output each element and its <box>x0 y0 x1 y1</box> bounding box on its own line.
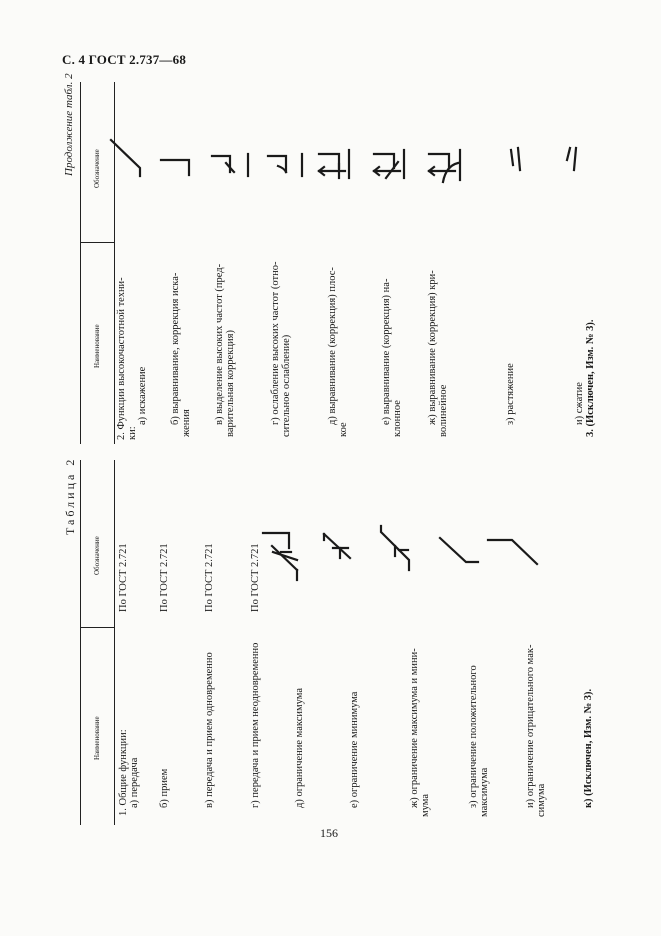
left-row-8-line1: з) ограничение положительного <box>468 665 479 808</box>
right-row-8-line1: ж) выравнивание (коррекция) кри- <box>427 270 438 425</box>
right-col-symbol-header: Обозначение <box>93 149 101 188</box>
left-col-name-header: Наименование <box>93 716 101 760</box>
right-row-4-line2: варительная коррекция) <box>225 329 236 437</box>
left-col-symbol-header: Обозначение <box>93 536 101 575</box>
left-row-9-line2: симума <box>536 783 547 817</box>
symbol-distortion-correction-icon <box>161 160 189 175</box>
right-row-1-line2: ки: <box>127 426 138 440</box>
right-row-8-line2: волинейное <box>438 384 449 437</box>
symbol-curve-equalizer-icon <box>429 150 460 182</box>
page-number: 156 <box>320 826 338 840</box>
right-row-6-line2: кое <box>338 422 349 437</box>
right-row-9: з) растяжение <box>505 363 516 425</box>
left-table-label: Таблица 2 <box>63 456 77 535</box>
left-row-2: б) прием <box>159 768 170 808</box>
left-row-1-line2: а) передача <box>129 757 140 808</box>
symbol-high-freq-emphasis-icon <box>212 154 248 176</box>
right-row-3-line2: жения <box>181 409 192 437</box>
left-row-6: е) ограничение минимума <box>349 691 360 808</box>
right-row-11: 3. (Исключен, Изм. № 3). <box>585 319 596 437</box>
left-row-7-line1: ж) ограничение максимума и мини- <box>409 648 420 808</box>
right-row-10: и) сжатие <box>574 382 585 425</box>
symbol-distortion-icon <box>111 140 140 176</box>
left-row-7-line2: мума <box>420 794 431 817</box>
right-table-label: Продолжение табл. 2 <box>63 73 75 176</box>
left-row-4: г) передача и прием неодновременно <box>250 642 261 808</box>
right-row-3-line1: б) выравнивание, коррекция иска- <box>170 272 181 425</box>
symbol-slope-equalizer-icon <box>374 150 404 178</box>
symbol-compression-icon <box>567 148 576 170</box>
left-row-1-line1: 1. Общие функции: <box>118 729 129 816</box>
left-row-9-line1: и) ограничение отрицательного мак- <box>525 644 536 808</box>
page-header: С. 4 ГОСТ 2.737—68 <box>62 52 187 67</box>
right-row-2: а) искажение <box>137 366 148 425</box>
right-row-7-line2: клонное <box>392 400 403 437</box>
left-row-5: д) ограничение максимума <box>294 688 305 808</box>
symbol-expansion-icon <box>511 148 520 170</box>
left-row-10: к) (Исключен, Изм. № 3). <box>583 688 594 808</box>
right-row-6-line1: д) выравнивание (коррекция) плос- <box>327 267 338 425</box>
left-row-3: в) передача и прием одновременно <box>204 652 215 808</box>
right-row-5-line2: сительное ослабление) <box>281 334 292 437</box>
right-row-4-line1: в) выделение высоких частот (пред- <box>214 263 225 425</box>
left-row-2-symbol: По ГОСТ 2.721 <box>159 543 170 612</box>
right-row-5-line1: г) ослабление высоких частот (отно- <box>270 261 281 425</box>
symbol-flat-equalizer-icon <box>319 150 349 178</box>
symbol-high-freq-attenuation-icon <box>268 154 302 176</box>
left-row-8-line2: максимума <box>479 767 490 817</box>
right-col-name-header: Наименование <box>93 324 101 368</box>
left-row-4-symbol: По ГОСТ 2.721 <box>250 543 261 612</box>
left-row-3-symbol: По ГОСТ 2.721 <box>204 543 215 612</box>
left-row-1-symbol: По ГОСТ 2.721 <box>118 543 129 612</box>
right-row-1-line1: 2. Функции высокочастотной техни- <box>116 277 127 440</box>
right-row-7-line1: е) выравнивание (коррекция) на- <box>381 278 392 425</box>
